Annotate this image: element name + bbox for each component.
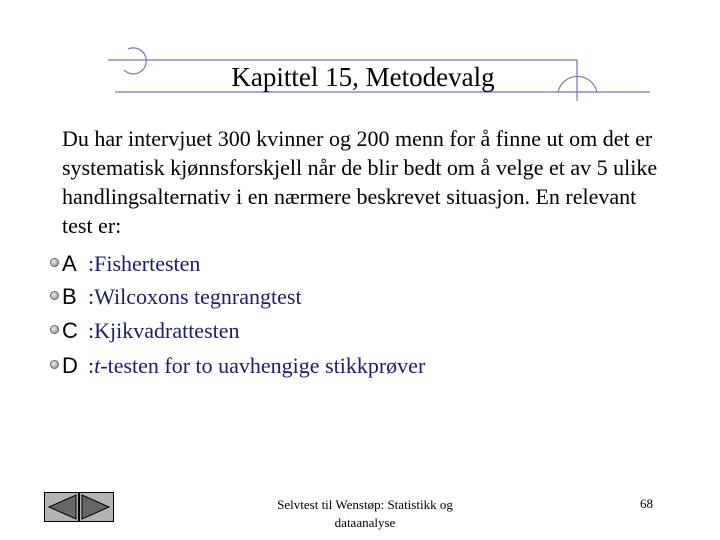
option-b[interactable] [50, 284, 302, 310]
bullet-icon [50, 360, 59, 369]
slide-title: Kapittel 15, Metodevalg [231, 62, 495, 92]
option-text: :Wilcoxons tegnrangtest [88, 284, 302, 309]
page-number: 68 [640, 496, 653, 511]
bullet-icon [50, 325, 59, 334]
bullet-icon [50, 258, 59, 267]
option-d[interactable] [50, 353, 425, 379]
option-italic: t [94, 353, 101, 378]
previous-slide-button[interactable] [45, 493, 79, 522]
option-prefix: : [88, 353, 95, 378]
option-text: :Fishertesten [88, 251, 201, 276]
option-text: -testen for to uavhengige stikkprøver [100, 353, 426, 378]
option-text: :Kjikvadrattesten [88, 318, 240, 343]
next-slide-button[interactable] [80, 493, 114, 522]
option-letter: D [62, 353, 78, 378]
footer-line-2: dataanalyse [334, 515, 396, 530]
option-letter: C [62, 318, 78, 343]
option-letter: A [62, 251, 77, 276]
option-letter: B [62, 284, 77, 309]
option-c[interactable] [50, 318, 240, 344]
footer-text [245, 496, 485, 532]
option-a[interactable] [50, 251, 200, 277]
question-text: Du har intervjuet 300 kvinner og 200 menn for å finne ut om det er systematisk kjønnsforskjell når de blir bedt om å velge et av 5 ulike handlingsalternativ i en nærmere beskrevet situasjon. En relevant test er: [62, 126, 658, 238]
bullet-icon [50, 291, 59, 300]
footer-line-1: Selvtest til Wenstøp: Statistikk og [277, 497, 453, 512]
navigation-buttons [44, 492, 114, 522]
